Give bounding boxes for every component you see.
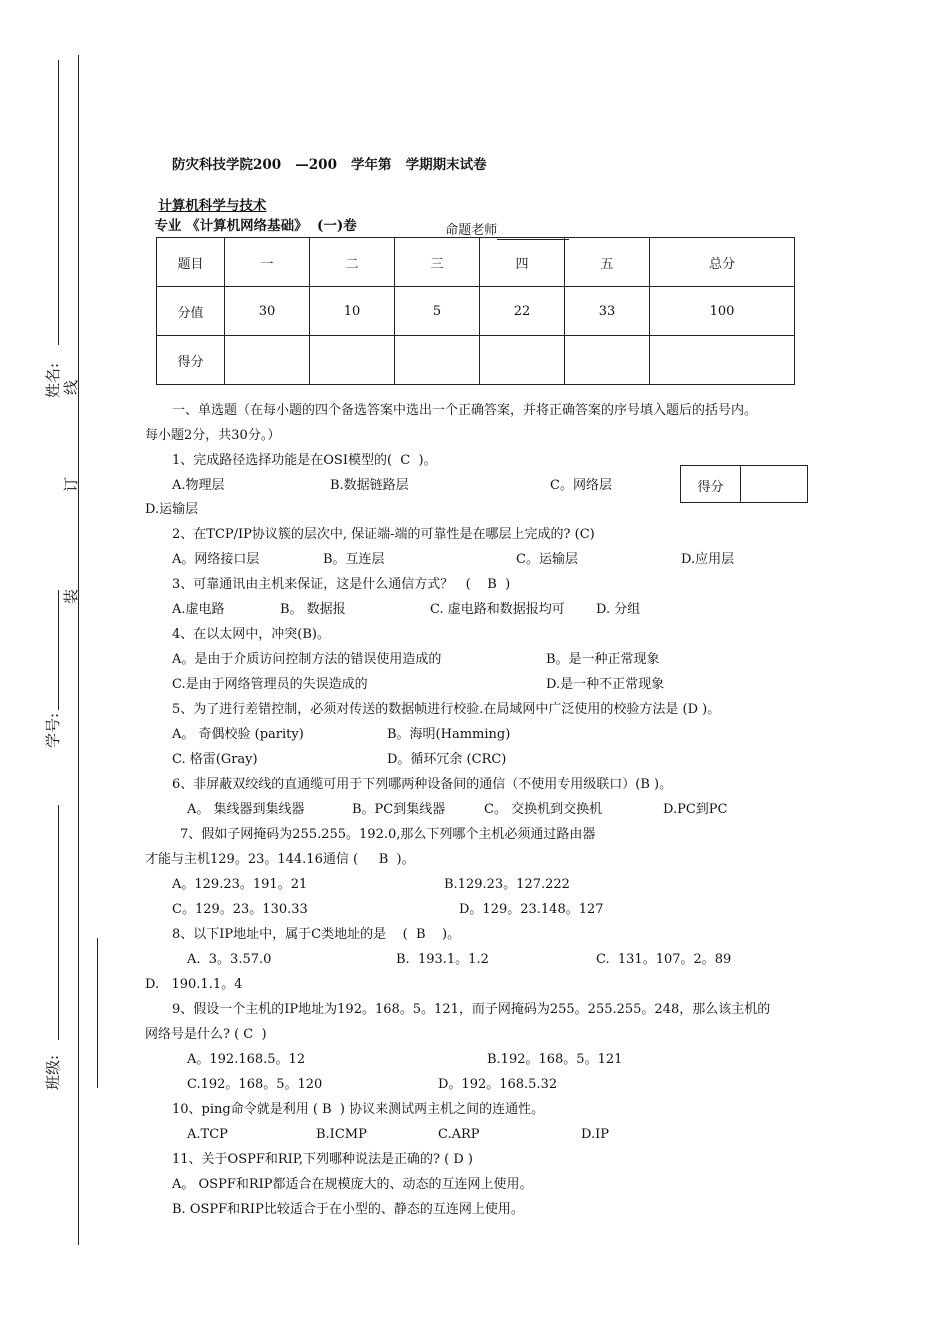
q8-option-b: B. 193.1。1.2 xyxy=(396,952,489,967)
q9-option-a: A。192.168.5。12 xyxy=(187,1052,306,1067)
question-5: 5、为了进行差错控制，必须对传送的数据帧进行校验.在局域网中广泛使用的校验方法是 (D )。 xyxy=(172,702,721,717)
score-table-value-row xyxy=(157,287,795,336)
q10-option-c: C.ARP xyxy=(438,1127,480,1142)
q9-option-c: C.192。168。5。120 xyxy=(187,1077,323,1092)
class-label: 班级: xyxy=(44,1054,62,1090)
q4-option-c: C.是由于网络管理员的失误造成的 xyxy=(172,677,368,692)
table-cell: 总分 xyxy=(650,238,795,287)
table-cell: 二 xyxy=(310,238,395,287)
q2-option-d: D.应用层 xyxy=(681,552,735,567)
score-table-header-row xyxy=(157,238,795,287)
question-7-cont: 才能与主机129。23。144.16通信 ( B )。 xyxy=(145,852,415,867)
q1-option-b: B.数据链路层 xyxy=(330,478,409,493)
score-input-cell[interactable] xyxy=(395,336,480,385)
q11-option-b: B. OSPF和RIP比较适合于在小型的、静态的互连网上使用。 xyxy=(172,1202,524,1217)
question-3: 3、可靠通讯由主机来保证，这是什么通信方式？ ( B ) xyxy=(172,577,511,592)
table-cell: 得分 xyxy=(157,336,225,385)
score-input-cell[interactable] xyxy=(310,336,395,385)
q1-option-a: A.物理层 xyxy=(172,478,225,493)
score-input-cell[interactable] xyxy=(650,336,795,385)
table-cell: 22 xyxy=(480,287,565,336)
section-intro-line1: 一、单选题（在每小题的四个备选答案中选出一个正确答案，并将正确答案的序号填入题后的括号内。 xyxy=(172,403,758,418)
score-table-score-row xyxy=(157,336,795,385)
exam-title: 防灾科技学院200 —200 学年第 学期期末试卷 xyxy=(172,157,487,173)
score-input-cell[interactable] xyxy=(480,336,565,385)
q3-option-d: D. 分组 xyxy=(596,602,641,617)
table-cell: 一 xyxy=(225,238,310,287)
score-input-cell[interactable] xyxy=(565,336,650,385)
binding-line xyxy=(78,55,79,1245)
q7-option-d: D。129。23.148。127 xyxy=(459,902,604,917)
question-9-cont: 网络号是什么? ( C ) xyxy=(145,1027,267,1042)
q7-option-a: A。129.23。191。21 xyxy=(172,877,308,892)
score-table xyxy=(156,237,795,385)
table-cell: 分值 xyxy=(157,287,225,336)
q1-option-c: C。网络层 xyxy=(550,478,612,493)
q2-option-b: B。互连层 xyxy=(323,552,385,567)
major-name: 计算机科学与技术 xyxy=(158,198,267,214)
q4-option-a: A。是由于介质访问控制方法的错误使用造成的 xyxy=(172,652,442,667)
class-underline-right xyxy=(97,938,98,1088)
q2-option-c: C。运输层 xyxy=(516,552,578,567)
q5-option-d: D。循环冗余 (CRC) xyxy=(387,752,507,767)
name-underline xyxy=(58,60,59,345)
q9-option-b: B.192。168。5。121 xyxy=(487,1052,623,1067)
q7-option-c: C。129。23。130.33 xyxy=(172,902,308,917)
id-label: 学号: xyxy=(44,712,62,748)
score-input-cell[interactable] xyxy=(225,336,310,385)
q3-option-b: B。 数据报 xyxy=(280,602,346,617)
q6-option-a: A。 集线器到集线器 xyxy=(187,802,305,817)
q5-option-b: B。海明(Hamming) xyxy=(387,727,511,742)
binding-mark-ding: 订 xyxy=(62,476,81,493)
q10-option-a: A.TCP xyxy=(187,1127,228,1142)
teacher-field xyxy=(437,204,569,240)
binding-mark-line: 线 xyxy=(62,379,81,396)
table-cell: 三 xyxy=(395,238,480,287)
question-7: 7、假如子网掩码为255.255。192.0,那么下列哪个主机必须通过路由器 xyxy=(180,827,596,842)
question-6: 6、非屏蔽双绞线的直通缆可用于下列哪两种设备间的通信（不使用专用级联口）(B )。 xyxy=(172,777,673,792)
exam-subtitle xyxy=(145,178,357,234)
table-cell: 100 xyxy=(650,287,795,336)
table-cell: 5 xyxy=(395,287,480,336)
section-score-label: 得分 xyxy=(681,466,741,502)
table-cell: 10 xyxy=(310,287,395,336)
table-cell: 33 xyxy=(565,287,650,336)
section-intro-line2: 每小题2分，共30分。） xyxy=(145,428,281,443)
q3-option-a: A.虚电路 xyxy=(172,602,225,617)
q6-option-c: C。 交换机到交换机 xyxy=(484,802,603,817)
q9-option-d: D。192。168.5.32 xyxy=(438,1077,558,1092)
class-underline-left xyxy=(58,805,59,1040)
q8-option-a: A. 3。3.57.0 xyxy=(187,952,272,967)
q2-option-a: A。网络接口层 xyxy=(172,552,260,567)
q4-option-d: D.是一种不正常现象 xyxy=(546,677,665,692)
question-2: 2、在TCP/IP协议簇的层次中, 保证端-端的可靠性是在哪层上完成的? (C) xyxy=(172,527,595,542)
course-name: 专业 《计算机网络基础》 (一)卷 xyxy=(154,218,357,234)
q6-option-b: B。PC到集线器 xyxy=(352,802,446,817)
q7-option-b: B.129.23。127.222 xyxy=(444,877,570,892)
question-1: 1、完成路径选择功能是在OSI模型的( C )。 xyxy=(172,453,437,468)
binding-mark-zhuang: 装 xyxy=(62,588,81,605)
q8-option-c: C. 131。107。2。89 xyxy=(596,952,732,967)
q10-option-d: D.IP xyxy=(581,1127,609,1142)
q1-option-d: D.运输层 xyxy=(145,502,199,517)
question-8: 8、以下IP地址中，属于C类地址的是 ( B )。 xyxy=(172,927,461,942)
section-score-box xyxy=(680,465,808,503)
question-11: 11、关于OSPF和RIP,下列哪种说法是正确的? ( D ) xyxy=(172,1152,473,1167)
q6-option-d: D.PC到PC xyxy=(663,802,728,817)
q5-option-a: A。 奇偶校验 (parity) xyxy=(172,727,304,742)
id-underline xyxy=(58,590,59,710)
name-label: 姓名: xyxy=(44,362,62,398)
question-10: 10、ping命令就是利用 ( B ) 协议来测试两主机之间的连通性。 xyxy=(172,1102,545,1117)
table-cell: 四 xyxy=(480,238,565,287)
question-9: 9、假设一个主机的IP地址为192。168。5。121，而子网掩码为255。255.255。248，那么该主机的 xyxy=(172,1002,771,1017)
teacher-label: 命题老师 xyxy=(445,223,498,238)
section-score-input[interactable] xyxy=(741,466,807,502)
table-cell: 30 xyxy=(225,287,310,336)
question-4: 4、在以太网中，冲突(B)。 xyxy=(172,627,330,642)
q10-option-b: B.ICMP xyxy=(316,1127,367,1142)
table-cell: 题目 xyxy=(157,238,225,287)
q11-option-a: A。 OSPF和RIP都适合在规模庞大的、动态的互连网上使用。 xyxy=(172,1177,533,1192)
q3-option-c: C. 虚电路和数据报均可 xyxy=(430,602,565,617)
q4-option-b: B。是一种正常现象 xyxy=(546,652,660,667)
table-cell: 五 xyxy=(565,238,650,287)
q5-option-c: C. 格雷(Gray) xyxy=(172,752,258,767)
q8-option-d: D. 190.1.1。4 xyxy=(145,977,243,992)
